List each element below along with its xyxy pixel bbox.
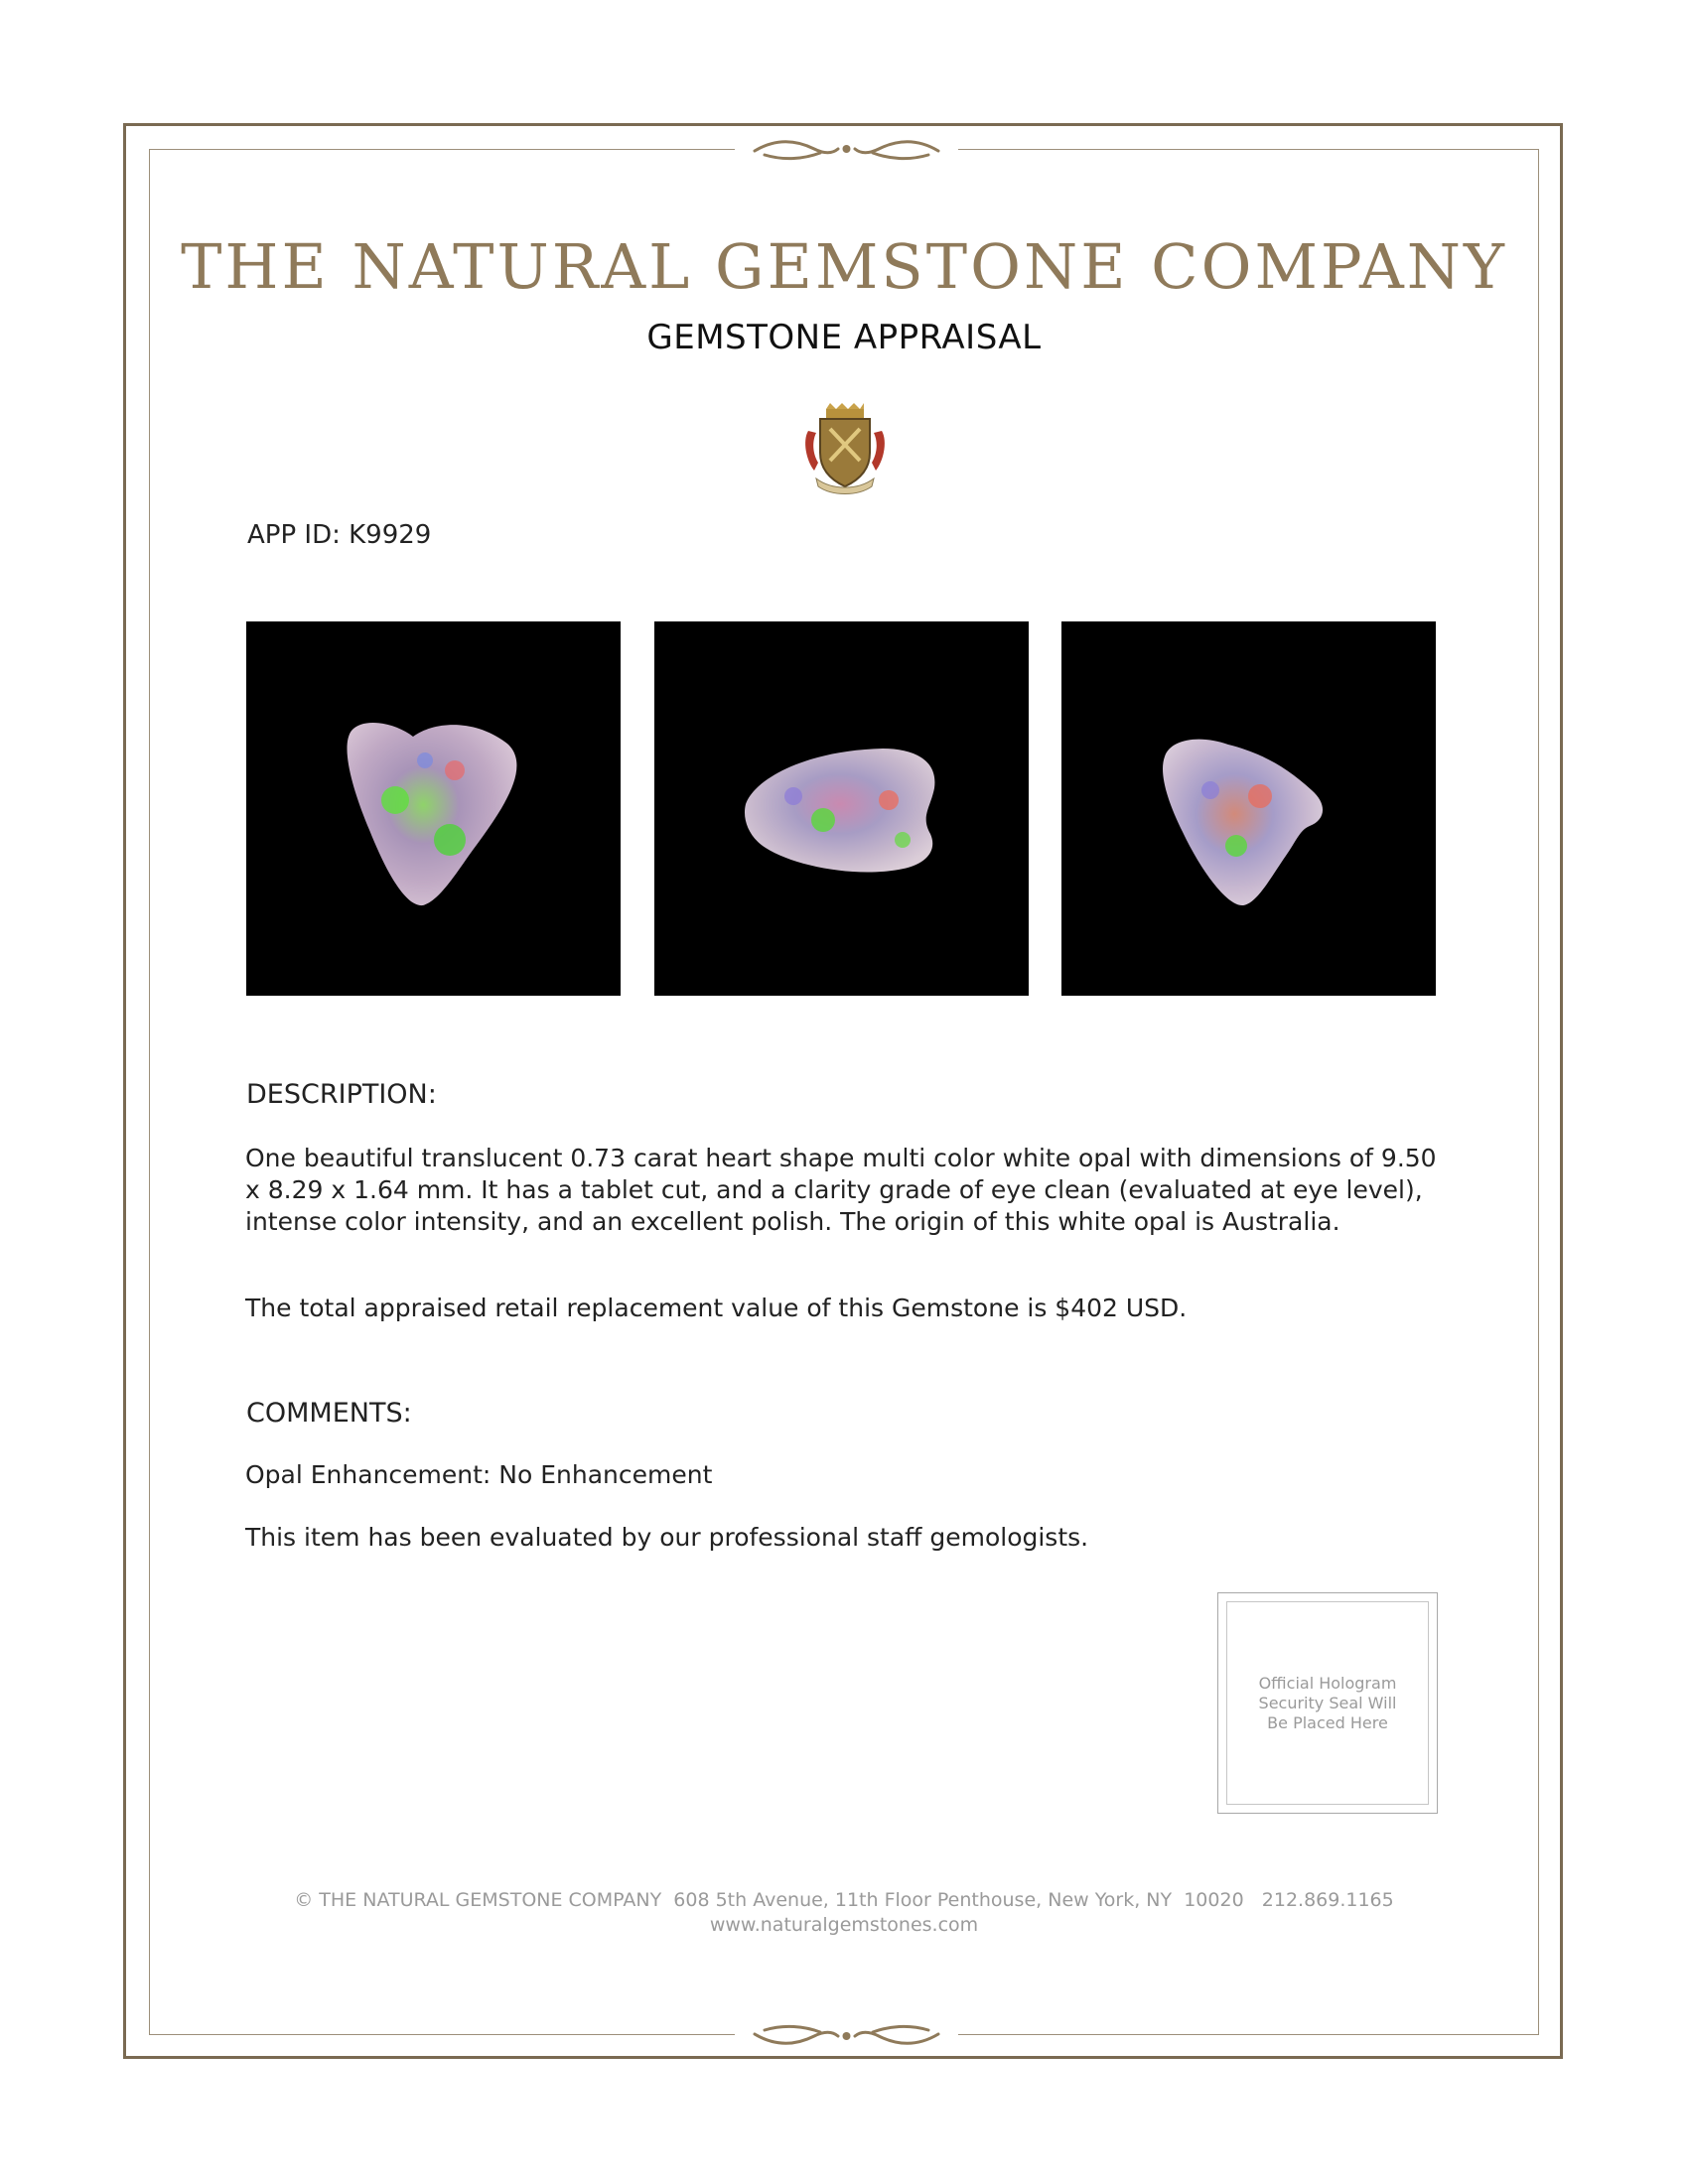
footer-website: www.naturalgemstones.com [709,1914,979,1936]
hologram-seal-placeholder [1217,1592,1438,1814]
top-ornament-icon [735,135,958,165]
opal-photo-front [246,621,621,996]
company-name: THE NATURAL GEMSTONE COMPANY [181,230,1507,303]
opal-photo-side [654,621,1029,996]
appraised-value-statement: The total appraised retail replacement value of this Gemstone is $402 USD. [245,1294,1188,1322]
bottom-ornament-icon [735,2020,958,2050]
description-text: One beautiful translucent 0.73 carat heart shape multi color white opal with dimensions of 9.50 x 8.29 x 1.64 mm. It has a tablet cut, and a clarity grade of eye clean (evaluated at eye level), intense color intensity, and an excellent polish. The origin of this white opal is Australia. [245,1144,1437,1236]
opal-photo-angle [1061,621,1436,996]
crest-logo-icon [802,401,888,496]
document-title: GEMSTONE APPRAISAL [646,318,1042,357]
enhancement-comment: Opal Enhancement: No Enhancement [245,1460,713,1489]
hologram-seal-text: Official Hologram Security Seal Will Be Placed Here [1258,1673,1397,1732]
app-id: APP ID: K9929 [247,520,432,550]
evaluation-comment: This item has been evaluated by our professional staff gemologists. [245,1523,1089,1552]
comments-heading: COMMENTS: [246,1398,412,1429]
hologram-seal-inner [1226,1601,1429,1805]
footer-address: © THE NATURAL GEMSTONE COMPANY 608 5th Avenue, 11th Floor Penthouse, New York, NY 10020 212.869.1165 [294,1889,1394,1911]
description-heading: DESCRIPTION: [246,1079,437,1110]
